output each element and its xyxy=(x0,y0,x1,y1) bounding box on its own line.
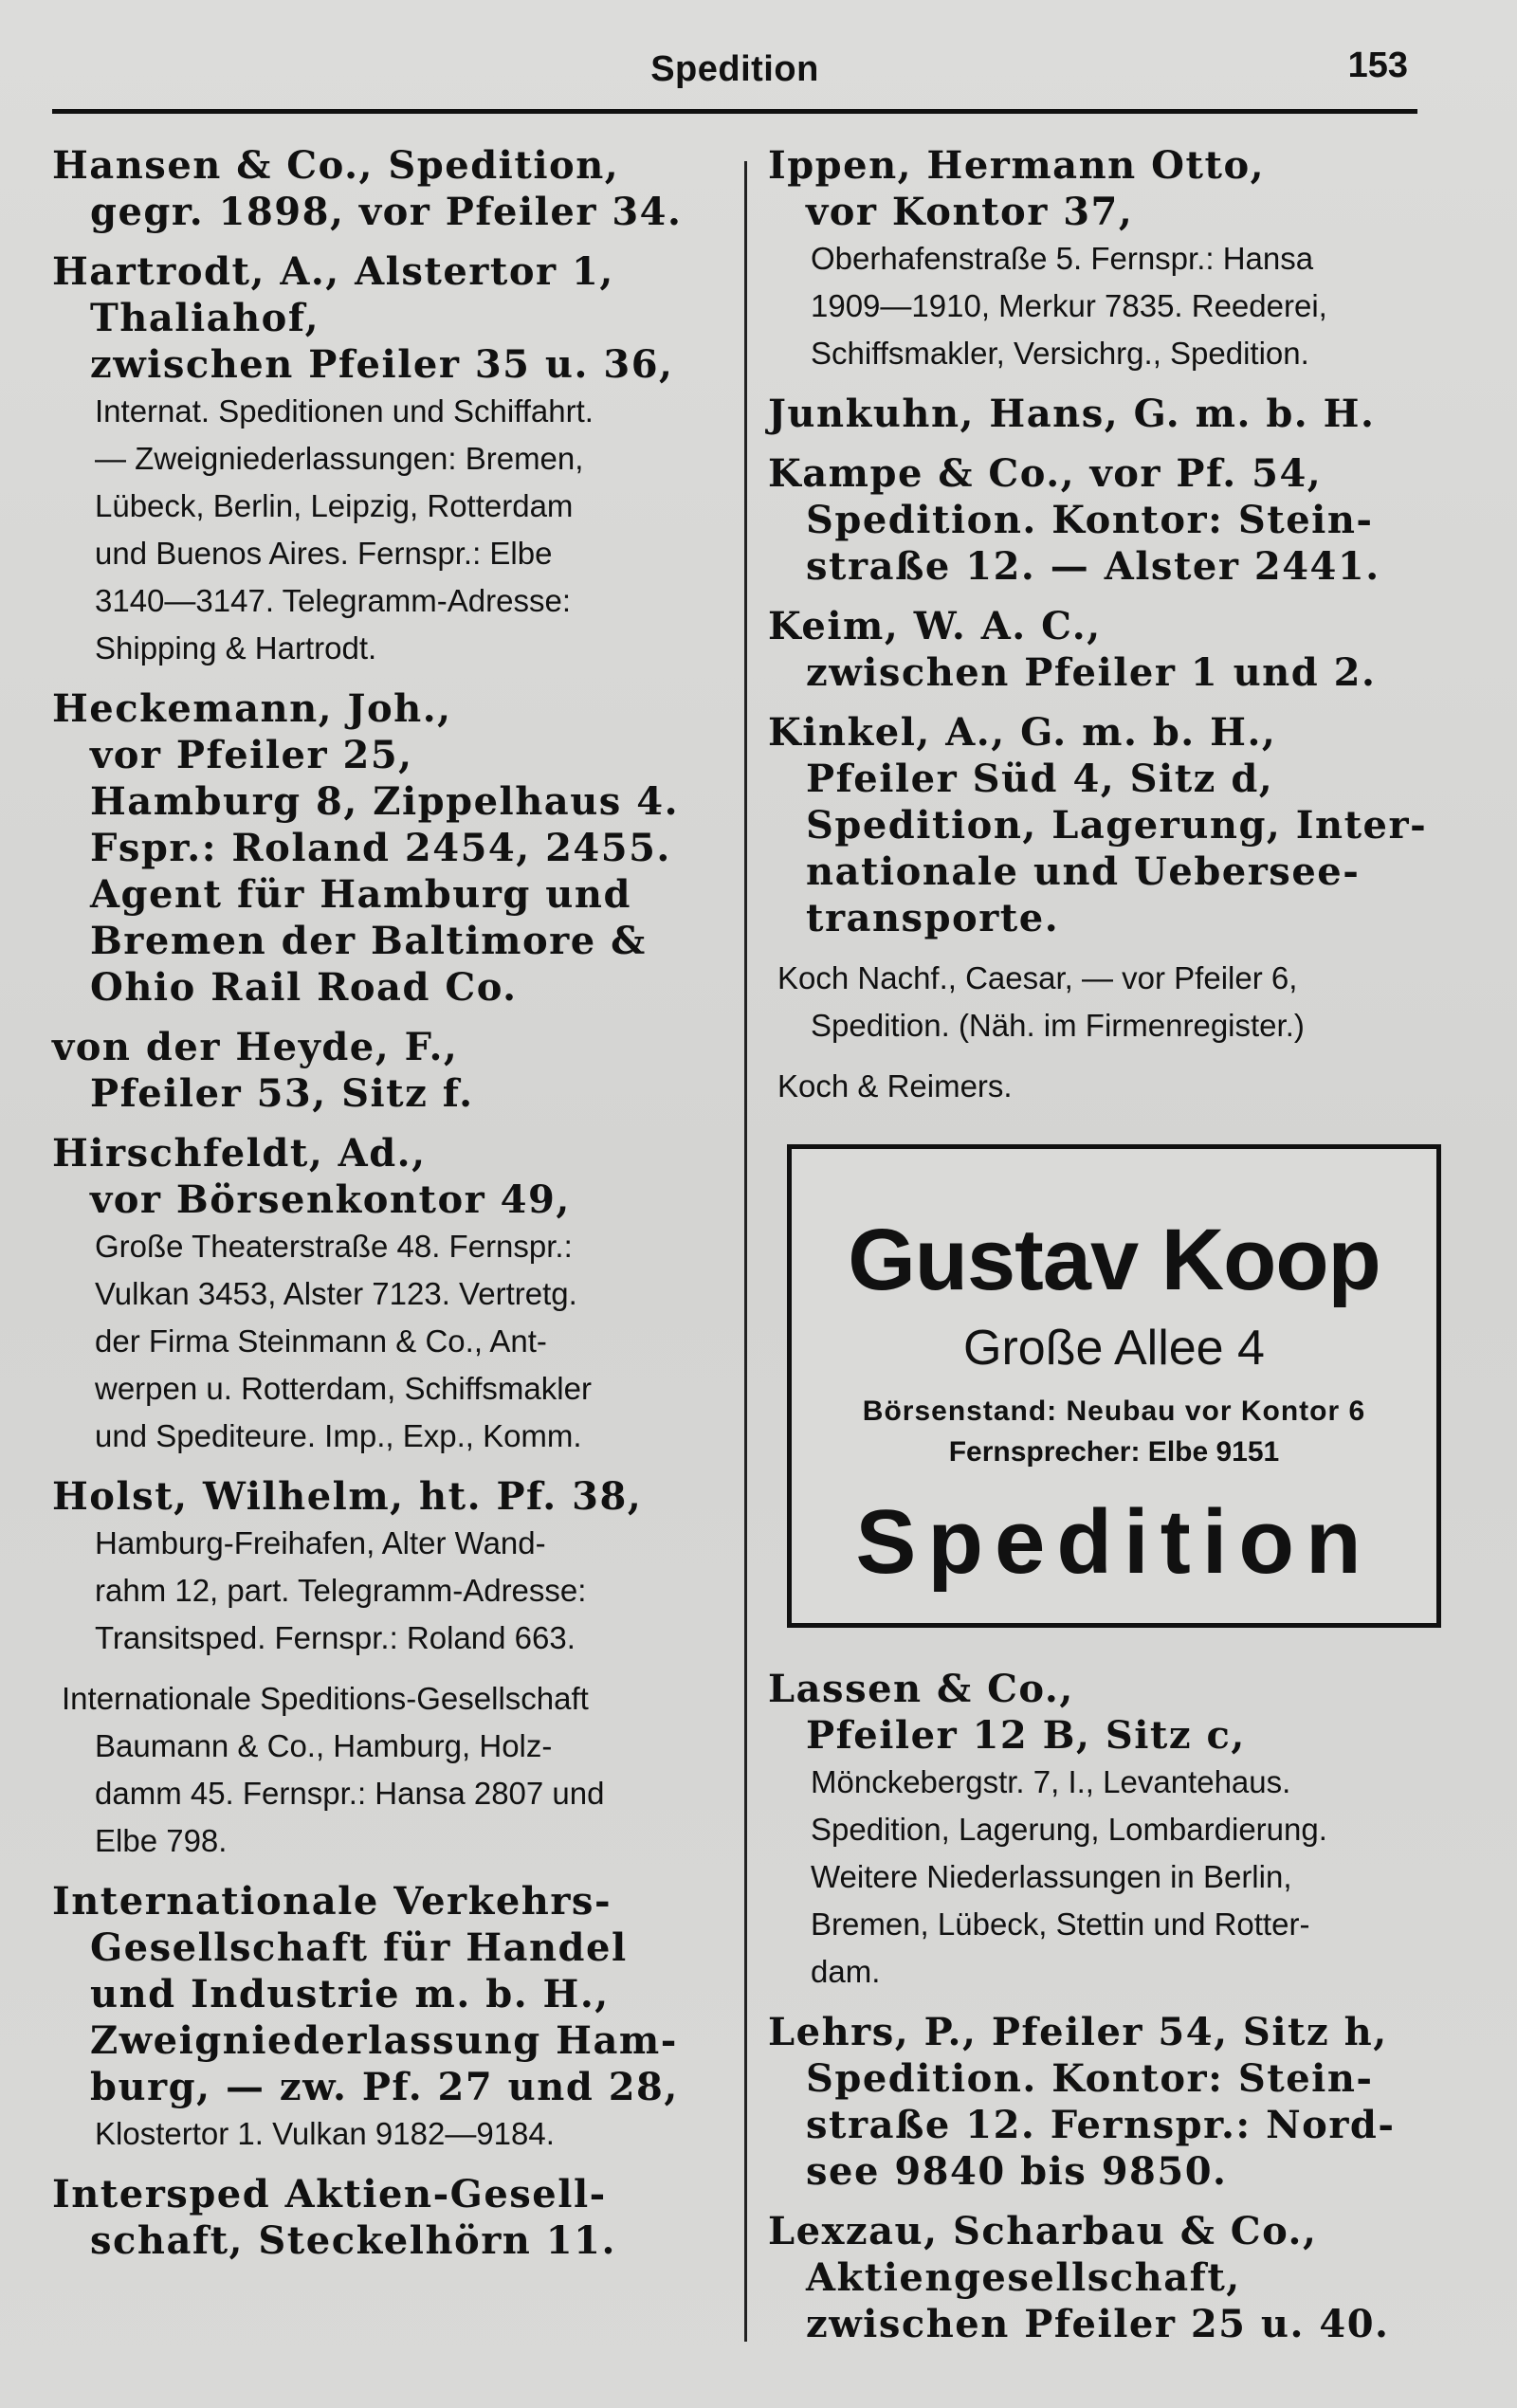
entry-heading-line: Pfeiler 12 B, Sitz c, xyxy=(806,1713,1246,1758)
entry-body-line: Shipping & Hartrodt. xyxy=(95,630,377,666)
directory-entry xyxy=(768,142,1451,377)
entry-body-line: Transitsped. Fernspr.: Roland 663. xyxy=(95,1620,576,1655)
directory-entry xyxy=(52,248,735,672)
entry-body-line: Elbe 798. xyxy=(95,1823,228,1858)
directory-entry xyxy=(52,1878,735,2158)
entry-heading-line: Thaliahof, xyxy=(90,296,320,340)
right-column-bottom xyxy=(768,1666,1451,2347)
entry-body-line: Internat. Speditionen und Schiffahrt. xyxy=(95,393,594,429)
entry-heading-line: Kampe & Co., vor Pf. 54, xyxy=(768,451,1323,496)
entry-body-line: Spedition. (Näh. im Firmenregister.) xyxy=(811,1008,1305,1043)
entry-body-line: und Spediteure. Imp., Exp., Komm. xyxy=(95,1418,582,1453)
directory-entry xyxy=(52,1675,735,1865)
entry-heading-line: Pfeiler Süd 4, Sitz d, xyxy=(806,757,1274,801)
entry-body-line: Lübeck, Berlin, Leipzig, Rotterdam xyxy=(95,488,574,523)
entry-body-line: Hamburg-Freihafen, Alter Wand- xyxy=(95,1525,546,1560)
entry-heading-line: Internationale Verkehrs- xyxy=(52,1879,612,1924)
directory-entry xyxy=(768,955,1451,1049)
entry-body-line: und Buenos Aires. Fernspr.: Elbe xyxy=(95,536,553,571)
entry-heading-line: Ohio Rail Road Co. xyxy=(90,965,518,1010)
entry-heading-line: Hamburg 8, Zippelhaus 4. xyxy=(90,779,679,824)
entry-body-line: Vulkan 3453, Alster 7123. Vertretg. xyxy=(95,1276,577,1311)
entry-heading-line: transporte. xyxy=(806,896,1060,940)
entry-heading-line: Junkuhn, Hans, G. m. b. H. xyxy=(768,392,1376,436)
entry-body-line: Weitere Niederlassungen in Berlin, xyxy=(811,1859,1292,1894)
entry-heading-line: zwischen Pfeiler 35 u. 36, xyxy=(90,342,674,387)
directory-entry xyxy=(52,685,735,1011)
entry-heading-line: straße 12. — Alster 2441. xyxy=(806,544,1380,589)
entry-heading-line: Lexzau, Scharbau & Co., xyxy=(768,2209,1318,2253)
entry-heading-line: Bremen der Baltimore & xyxy=(90,919,647,963)
ad-stand: Börsenstand: Neubau vor Kontor 6 xyxy=(862,1396,1366,1427)
gustav-koop-advertisement xyxy=(787,1144,1441,1628)
entry-heading-line: Holst, Wilhelm, ht. Pf. 38, xyxy=(52,1474,643,1519)
directory-entry xyxy=(52,1024,735,1117)
ad-company-name: Gustav Koop xyxy=(848,1212,1380,1308)
right-column xyxy=(768,142,1451,2361)
directory-entry xyxy=(52,2171,735,2264)
entry-body-line: Klostertor 1. Vulkan 9182—9184. xyxy=(95,2116,555,2151)
page-title: Spedition xyxy=(650,49,819,89)
entry-heading-line: nationale und Uebersee- xyxy=(806,849,1361,894)
entry-heading-line: Hartrodt, A., Alstertor 1, xyxy=(52,249,614,294)
entry-heading-line: gegr. 1898, vor Pfeiler 34. xyxy=(90,190,683,234)
entry-heading-line: Hirschfeldt, Ad., xyxy=(52,1131,427,1176)
entry-body-line: 1909—1910, Merkur 7835. Reederei, xyxy=(811,288,1327,323)
entry-heading-line: Spedition. Kontor: Stein- xyxy=(806,498,1374,542)
directory-entry xyxy=(52,1473,735,1662)
entry-heading-line: vor Kontor 37, xyxy=(806,190,1134,234)
directory-entry xyxy=(768,1666,1451,1996)
directory-entry xyxy=(768,450,1451,590)
directory-entry xyxy=(768,709,1451,941)
column-divider xyxy=(744,161,747,2342)
entry-heading-line: Spedition. Kontor: Stein- xyxy=(806,2056,1374,2101)
entry-body-line: Bremen, Lübeck, Stettin und Rotter- xyxy=(811,1906,1310,1942)
directory-entry xyxy=(52,1130,735,1460)
entry-heading-line: Heckemann, Joh., xyxy=(52,686,452,731)
entry-heading-line: Agent für Hamburg und xyxy=(90,872,631,917)
entry-heading-line: Intersped Aktien-Gesell- xyxy=(52,2172,607,2216)
entry-heading-line: zwischen Pfeiler 1 und 2. xyxy=(806,650,1377,695)
entry-heading-line: straße 12. Fernspr.: Nord- xyxy=(806,2103,1396,2147)
entry-heading-line: und Industrie m. b. H., xyxy=(90,1972,610,2016)
entry-body-line: Große Theaterstraße 48. Fernspr.: xyxy=(95,1229,573,1264)
entry-heading-line: see 9840 bis 9850. xyxy=(806,2149,1228,2194)
entry-body-line: — Zweigniederlassungen: Bremen, xyxy=(95,441,584,476)
entry-body-line: Mönckebergstr. 7, I., Levantehaus. xyxy=(811,1764,1291,1799)
entry-heading-line: Keim, W. A. C., xyxy=(768,604,1102,648)
directory-entry xyxy=(768,603,1451,696)
entry-heading-line: Fspr.: Roland 2454, 2455. xyxy=(90,826,671,870)
entry-body-line: Schiffsmakler, Versichrg., Spedition. xyxy=(811,336,1309,371)
entry-heading-line: von der Heyde, F., xyxy=(52,1025,459,1069)
entry-body-line: werpen u. Rotterdam, Schiffsmakler xyxy=(95,1371,592,1406)
entry-body-line: der Firma Steinmann & Co., Ant- xyxy=(95,1323,547,1359)
entry-heading-line: Pfeiler 53, Sitz f. xyxy=(90,1071,474,1116)
entry-body-line: 3140—3147. Telegramm-Adresse: xyxy=(95,583,571,618)
entry-heading-line: Gesellschaft für Handel xyxy=(90,1925,628,1970)
entry-body-line: rahm 12, part. Telegramm-Adresse: xyxy=(95,1573,587,1608)
entry-heading-line: Ippen, Hermann Otto, xyxy=(768,143,1266,188)
page-number: 153 xyxy=(1347,46,1408,85)
page-header xyxy=(52,38,1417,114)
ad-service: Spedition xyxy=(855,1491,1373,1593)
entry-heading-line: Lehrs, P., Pfeiler 54, Sitz h, xyxy=(768,2010,1388,2054)
directory-entry xyxy=(768,391,1451,437)
left-column xyxy=(52,142,735,2277)
directory-entry xyxy=(768,2009,1451,2195)
entry-body-line: Koch & Reimers. xyxy=(777,1068,1013,1104)
directory-entry xyxy=(52,142,735,235)
entry-body-line: Oberhafenstraße 5. Fernspr.: Hansa xyxy=(811,241,1314,276)
entry-body-line: Koch Nachf., Caesar, — vor Pfeiler 6, xyxy=(777,960,1298,995)
entry-heading-line: Aktiengesellschaft, xyxy=(806,2255,1241,2300)
entry-heading-line: Zweigniederlassung Ham- xyxy=(90,2018,678,2063)
directory-entry xyxy=(768,2208,1451,2347)
entry-heading-line: schaft, Steckelhörn 11. xyxy=(90,2218,616,2263)
entry-body-line: Baumann & Co., Hamburg, Holz- xyxy=(95,1728,553,1763)
entry-body-line: Spedition, Lagerung, Lombardierung. xyxy=(811,1812,1327,1847)
ad-address: Große Allee 4 xyxy=(963,1321,1265,1376)
entry-heading-line: zwischen Pfeiler 25 u. 40. xyxy=(806,2302,1390,2346)
entry-heading-line: vor Pfeiler 25, xyxy=(90,733,413,777)
ad-phone: Fernsprecher: Elbe 9151 xyxy=(948,1436,1280,1468)
entry-body-line: dam. xyxy=(811,1954,881,1989)
entry-heading-line: burg, — zw. Pf. 27 und 28, xyxy=(90,2065,679,2109)
entry-heading-line: Hansen & Co., Spedition, xyxy=(52,143,620,188)
entry-heading-line: vor Börsenkontor 49, xyxy=(90,1177,571,1222)
directory-entry xyxy=(768,1063,1451,1110)
right-column-top xyxy=(768,142,1451,1110)
entry-heading-line: Kinkel, A., G. m. b. H., xyxy=(768,710,1277,755)
entry-body-line: Internationale Speditions-Gesellschaft xyxy=(62,1681,589,1716)
entry-heading-line: Lassen & Co., xyxy=(768,1667,1074,1711)
entry-body-line: damm 45. Fernspr.: Hansa 2807 und xyxy=(95,1776,605,1811)
entry-heading-line: Spedition, Lagerung, Inter- xyxy=(806,803,1428,848)
